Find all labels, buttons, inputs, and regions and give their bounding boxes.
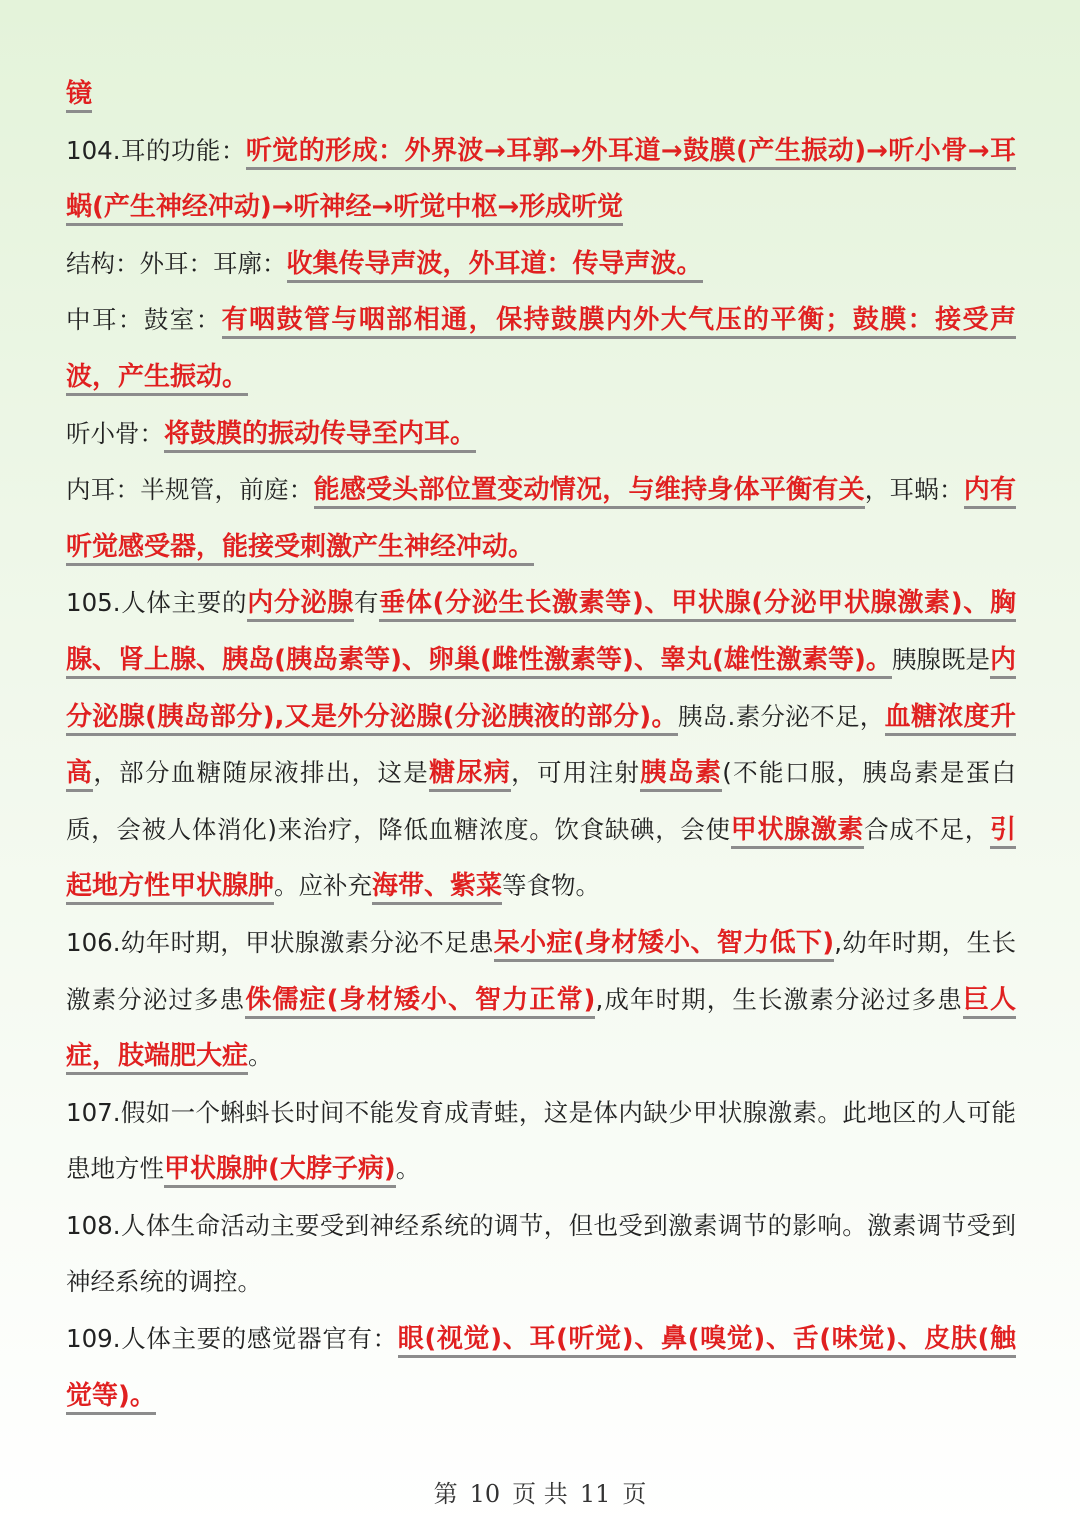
paragraph-9 [66,1198,1016,1311]
question-text: 109.人体主要的感觉器官有： [66,1324,398,1354]
highlighted-answer: 眼(视觉)、耳(听觉)、鼻(嗅觉)、舌(味觉)、皮肤(触觉等)。 [66,1324,1016,1415]
question-text: 。应补充 [274,871,373,901]
highlighted-answer: 胰岛素 [640,758,722,792]
question-text: 。 [248,1041,273,1071]
question-text: 105.人体主要的 [66,588,248,618]
question-text: 107.假如一个蝌蚪长时间不能发育成青蛙，这是体内缺少甲状腺激素。此地区的人可能患地方性 [66,1097,1016,1184]
paragraph-2 [66,236,1016,293]
question-text: 结构：外耳：耳廓： [66,248,287,278]
question-text: 中耳：鼓室： [66,305,222,335]
question-text: 胰腺既是 [891,644,990,674]
paragraph-4 [66,406,1016,463]
page-footer [0,1474,1080,1514]
footer-suffix: 页 [622,1480,647,1508]
paragraph-1 [66,123,1016,236]
question-text: ，部分血糖随尿液排出，这是 [93,758,430,788]
paragraph-0 [66,66,1016,123]
footer-total-pages: 11 [579,1480,611,1508]
paragraph-3 [66,292,1016,405]
question-text: 等食物。 [502,871,601,901]
footer-prefix: 第 [433,1480,458,1508]
paragraph-6 [66,575,1016,915]
highlighted-answer: 内分泌腺 [247,588,354,622]
question-text: 胰岛.素分泌不足， [677,701,885,731]
highlighted-answer: 甲状腺肿(大脖子病) [164,1154,396,1188]
footer-middle: 页 共 [512,1480,568,1508]
highlighted-answer: 海带、紫菜 [372,871,502,905]
highlighted-answer: 糖尿病 [429,758,511,792]
question-text: (不能口服，胰岛素是蛋白质，会被人体消化)来治疗，降低血糖浓度。饮食缺碘，会使 [66,758,1016,844]
highlighted-answer: 侏儒症(身材矮小、智力正常) [245,985,595,1019]
highlighted-answer: 镜 [66,79,92,113]
question-text: 有 [353,588,380,618]
highlighted-answer: 收集传导声波，外耳道：传导声波。 [287,249,703,283]
highlighted-answer: 有咽鼓管与咽部相通，保持鼓膜内外大气压的平衡；鼓膜：接受声波，产生振动。 [66,305,1016,396]
question-text: 内耳：半规管，前庭： [66,475,314,505]
paragraph-5 [66,462,1016,575]
question-text: 106.幼年时期，甲状腺激素分泌不足患 [66,927,494,957]
footer-page-number: 10 [469,1480,501,1508]
highlighted-answer: 将鼓膜的振动传导至内耳。 [164,419,476,453]
highlighted-answer: 内有听觉感受器，能接受刺激产生神经冲动。 [66,475,1016,566]
question-text: ,成年时期，生长激素分泌过多患 [595,984,963,1014]
question-text: 104.耳的功能： [66,135,246,165]
question-text: ，可用注射 [511,758,641,788]
highlighted-answer: 甲状腺激素 [731,815,864,849]
question-text: 听小骨： [66,418,164,448]
document-body [66,66,1016,1424]
highlighted-answer: 垂体(分泌生长激素等)、甲状腺(分泌甲状腺激素)、胸腺、肾上腺、胰岛(胰岛素等)、卵巢(雌性激素等)、睾丸(雄性激素等)。 [66,588,1016,679]
highlighted-answer: 呆小症(身材矮小、智力低下) [494,928,834,962]
highlighted-answer: 能感受头部位置变动情况，与维持身体平衡有关 [314,475,865,509]
highlighted-answer: 内分泌腺(胰岛部分),又是外分泌腺(分泌胰液的部分)。 [66,645,1016,736]
paragraph-7 [66,915,1016,1085]
highlighted-answer: 血糖浓度升高 [66,702,1016,793]
question-text: ,幼年时期，生长激素分泌过多患 [66,927,1016,1014]
highlighted-answer: 引起地方性甲状腺肿 [66,815,1016,906]
highlighted-answer: 听觉的形成：外界波→耳郭→外耳道→鼓膜(产生振动)→听小骨→耳蜗(产生神经冲动)→听神经→听觉中枢→形成听觉 [66,136,1016,227]
question-text: 。 [395,1154,421,1184]
paragraph-10 [66,1311,1016,1424]
question-text: ，耳蜗： [864,475,964,505]
question-text: 合成不足， [864,814,990,844]
question-text: 108.人体生命活动主要受到神经系统的调节，但也受到激素调节的影响。激素调节受到神经系统的调控。 [66,1210,1016,1297]
highlighted-answer: 巨人症，肢端肥大症 [66,985,1016,1076]
paragraph-8 [66,1085,1016,1198]
